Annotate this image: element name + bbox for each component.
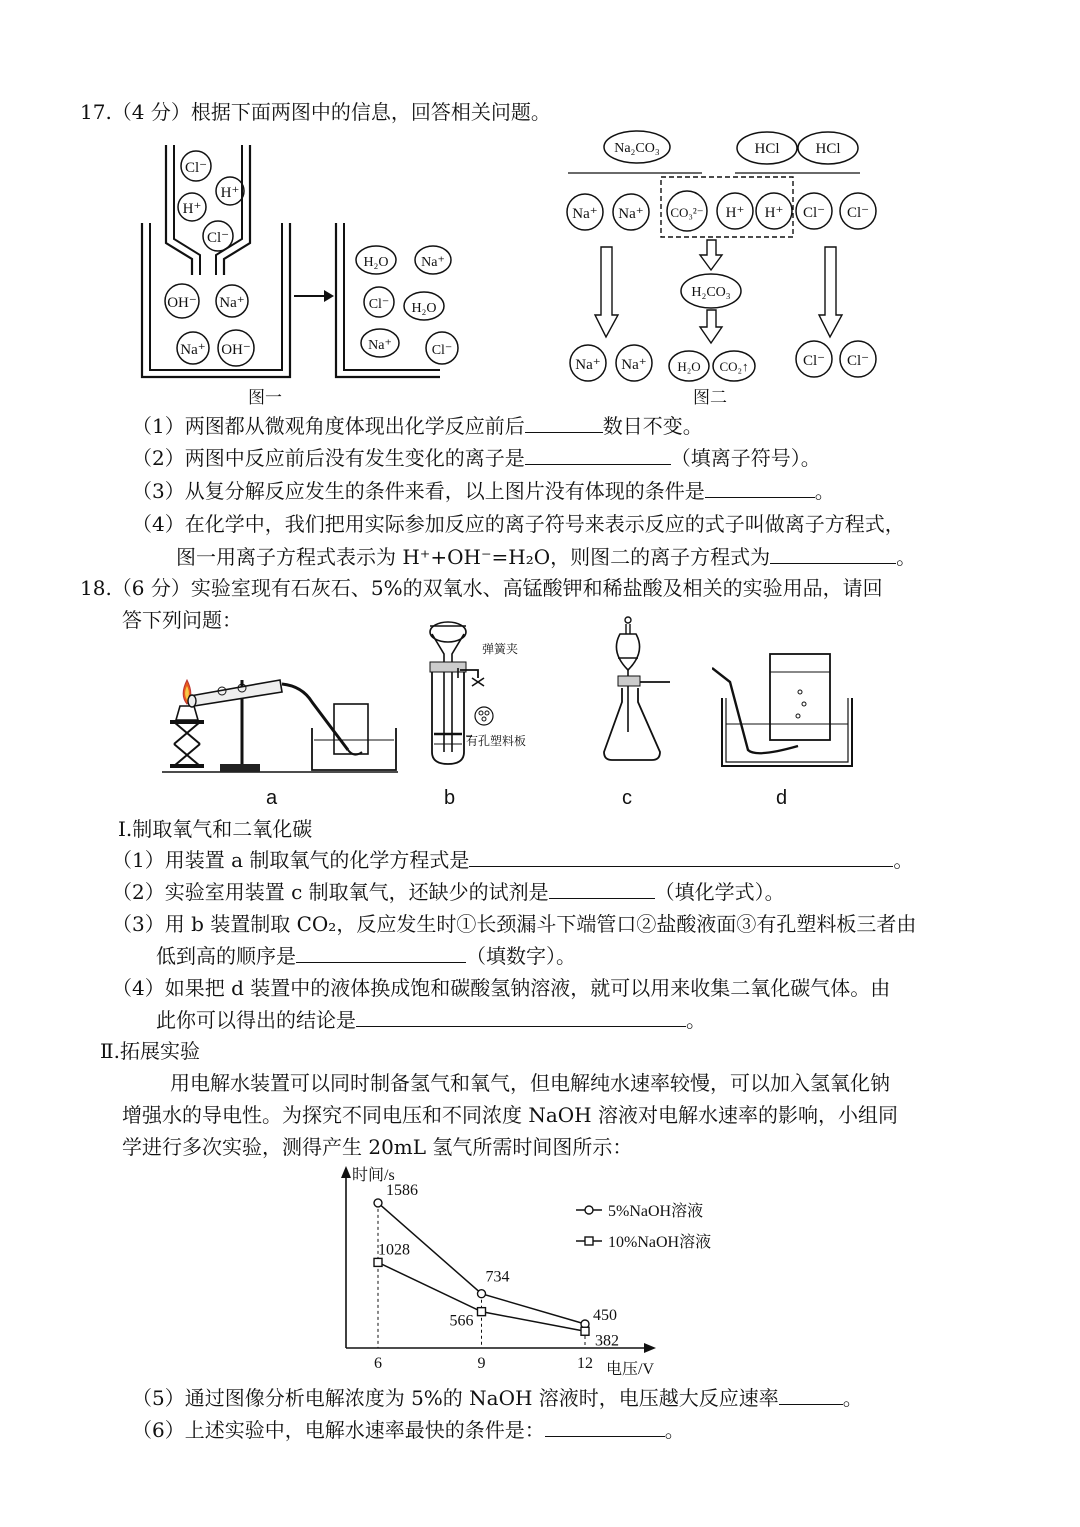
svg-text:Cl⁻: Cl⁻ (846, 353, 870, 369)
electrolysis-chart (330, 1162, 750, 1382)
beaker-ion (177, 332, 209, 364)
data-point-square (581, 1327, 589, 1335)
svg-text:CO₂↑: CO₂↑ (719, 359, 749, 374)
beaker-ion (216, 285, 248, 317)
after-molecule (404, 292, 444, 320)
svg-text:Na⁺: Na⁺ (618, 206, 644, 222)
ion (613, 194, 649, 230)
after-ion (364, 287, 394, 317)
svg-text:CO₃²⁻: CO₃²⁻ (670, 205, 704, 220)
reactant-hcl (798, 132, 858, 164)
svg-text:Cl⁻: Cl⁻ (206, 230, 230, 246)
svg-text:H⁺: H⁺ (182, 201, 202, 217)
svg-text:Na⁺: Na⁺ (421, 255, 445, 270)
beaker-ion (218, 330, 254, 366)
q18-sub6: （6）上述实验中，电解水速率最快的条件是： 。 (132, 1418, 685, 1442)
product-molecule (669, 351, 709, 381)
after-molecule (356, 246, 396, 274)
figure-2-caption: 图二 (693, 388, 727, 407)
q17-sub3: （3）从复分解反应发生的条件来看，以上图片没有体现的条件是 。 (132, 479, 835, 503)
figure-1-after (336, 222, 486, 382)
svg-text:Na⁺: Na⁺ (219, 295, 245, 311)
svg-text:Na⁺: Na⁺ (180, 342, 206, 358)
ion (567, 194, 603, 230)
b-annotation-clamp: 弹簧夹 (482, 642, 519, 656)
reactant-hcl (737, 132, 797, 164)
b-annotation-plate: 有孔塑料板 (466, 734, 527, 748)
product-ion (616, 345, 652, 381)
answer-blank[interactable] (770, 543, 896, 564)
beaker-ion (165, 284, 199, 318)
svg-text:Cl⁻: Cl⁻ (368, 297, 390, 312)
answer-blank[interactable] (779, 1384, 843, 1405)
figure-1-caption: 图一 (248, 388, 282, 407)
svg-text:Cl⁻: Cl⁻ (802, 353, 826, 369)
q17-header: 17.（4 分）根据下面两图中的信息，回答相关问题。 (80, 100, 551, 124)
svg-text:Cl⁻: Cl⁻ (184, 160, 208, 176)
legend-series-2: 10%NaOH溶液 (608, 1234, 712, 1251)
svg-text:HCl: HCl (815, 141, 841, 157)
funnel-ion (216, 177, 244, 205)
product-molecule (713, 351, 755, 381)
ion (840, 193, 876, 229)
legend-marker-square (585, 1237, 593, 1245)
legend-series-1: 5%NaOH溶液 (608, 1203, 704, 1220)
data-label: 1028 (378, 1241, 410, 1259)
after-ion (415, 246, 451, 274)
answer-blank[interactable] (525, 412, 603, 433)
svg-text:H₂O: H₂O (677, 359, 701, 374)
answer-blank[interactable] (469, 846, 893, 867)
q17-sub1: （1）两图都从微观角度体现出化学反应前后 数日不变。 (132, 414, 703, 438)
q18-sub4-line2: 此你可以得出的结论是 。 (156, 1008, 706, 1032)
apparatus-label-b: b (444, 787, 456, 809)
q18-header: 18.（6 分）实验室现有石灰石、5%的双氧水、高锰酸钾和稀盐酸及相关的实验用品，请回 (80, 576, 883, 600)
svg-text:Cl⁻: Cl⁻ (802, 205, 826, 221)
apparatus-label-a: a (266, 787, 278, 809)
figure-2 (560, 125, 900, 415)
svg-text:H⁺: H⁺ (764, 205, 784, 221)
data-point-circle (478, 1290, 486, 1298)
q18-header-cont: 答下列问题： (122, 608, 242, 632)
svg-text:H⁺: H⁺ (725, 205, 745, 221)
svg-text:H₂O: H₂O (411, 301, 437, 316)
x-tick-label: 12 (577, 1355, 593, 1372)
svg-text:Cl⁻: Cl⁻ (846, 205, 870, 221)
funnel-ion (203, 221, 233, 251)
data-point-square (478, 1308, 486, 1316)
q18-sub3-line1: （3）用 b 装置制取 CO₂，反应发生时①长颈漏斗下端管口②盐酸液面③有孔塑料板三者由 (112, 912, 917, 936)
x-axis-arrow (644, 1343, 656, 1353)
product-ion (840, 341, 876, 377)
after-ion (426, 332, 458, 364)
apparatus-a (162, 640, 402, 810)
data-label: 734 (485, 1268, 510, 1286)
x-axis-label: 电压/V (606, 1361, 655, 1378)
answer-blank[interactable] (525, 444, 671, 465)
funnel-ion (181, 151, 211, 181)
apparatus-c (598, 612, 698, 772)
answer-blank[interactable] (705, 477, 815, 498)
apparatus-d (712, 642, 862, 772)
data-point-square (374, 1258, 382, 1266)
q18-sub4-line1: （4）如果把 d 装置中的液体换成饱和碳酸氢钠溶液，就可以用来收集二氧化碳气体。由 (112, 976, 891, 1000)
x-tick-label: 9 (477, 1355, 486, 1372)
x-tick-label: 6 (374, 1355, 382, 1372)
svg-text:Na⁺: Na⁺ (368, 338, 392, 353)
svg-text:H₂O: H₂O (363, 255, 389, 270)
svg-text:Na⁺: Na⁺ (572, 206, 598, 222)
data-point-circle (374, 1199, 382, 1207)
product-ion (570, 345, 606, 381)
svg-text:Na⁺: Na⁺ (621, 357, 647, 373)
q17-sub4-line1: （4）在化学中，我们把用实际参加反应的离子符号来表示反应的式子叫做离子方程式， (132, 512, 905, 536)
q18-sub3-line2: 低到高的顺序是 （填数字）。 (156, 944, 576, 968)
answer-blank[interactable] (296, 942, 466, 963)
para-line-2: 增强水的导电性。为探究不同电压和不同浓度 NaOH 溶液对电解水速率的影响，小组同 (122, 1103, 898, 1127)
legend-marker-circle (585, 1206, 593, 1214)
y-axis-label: 时间/s (352, 1167, 395, 1184)
data-label: 566 (449, 1312, 474, 1330)
svg-text:Na₂CO₃: Na₂CO₃ (614, 141, 660, 156)
svg-text:HCl: HCl (754, 141, 780, 157)
reactant-na2co3 (604, 131, 670, 163)
ion (717, 193, 753, 229)
svg-text:OH⁻: OH⁻ (167, 295, 197, 311)
svg-text:H⁺: H⁺ (220, 185, 240, 201)
ion (796, 193, 832, 229)
q18-sub5: （5）通过图像分析电解浓度为 5%的 NaOH 溶液时，电压越大反应速率 。 (132, 1386, 863, 1410)
para-line-3: 学进行多次实验，测得产生 20mL 氢气所需时间图所示： (122, 1135, 633, 1159)
funnel-ion (178, 193, 206, 221)
data-label: 450 (593, 1307, 617, 1325)
data-label: 1586 (386, 1181, 418, 1199)
y-axis-arrow (341, 1166, 351, 1178)
svg-text:Na⁺: Na⁺ (575, 357, 601, 373)
answer-blank[interactable] (545, 1416, 665, 1437)
part2-title: Ⅱ.拓展实验 (100, 1039, 200, 1063)
svg-text:H₂CO₃: H₂CO₃ (691, 285, 731, 300)
q17-sub4-line2: 图一用离子方程式表示为 H⁺+OH⁻=H₂O，则图二的离子方程式为 。 (176, 545, 917, 569)
q18-sub1: （1）用装置 a 制取氧气的化学方程式是 。 (112, 848, 914, 872)
ion (756, 193, 792, 229)
q18-sub2: （2）实验室用装置 c 制取氧气，还缺少的试剂是 （填化学式）。 (112, 880, 785, 904)
apparatus-label-d: d (776, 787, 788, 809)
data-label: 382 (595, 1332, 619, 1350)
para-line-1: 用电解水装置可以同时制备氢气和氧气，但电解纯水速率较慢，可以加入氢氧化钠 (170, 1071, 890, 1095)
svg-text:Cl⁻: Cl⁻ (431, 343, 453, 358)
intermediate-h2co3 (681, 274, 741, 308)
after-ion (361, 329, 399, 357)
answer-blank[interactable] (356, 1006, 686, 1027)
q17-sub2: （2）两图中反应前后没有发生变化的离子是 （填离子符号）。 (132, 446, 821, 470)
apparatus-label-c: c (622, 787, 632, 809)
ion (667, 191, 707, 231)
svg-text:OH⁻: OH⁻ (221, 342, 251, 358)
answer-blank[interactable] (549, 878, 655, 899)
product-ion (796, 341, 832, 377)
part1-title: Ⅰ.制取氧气和二氧化碳 (118, 817, 313, 841)
